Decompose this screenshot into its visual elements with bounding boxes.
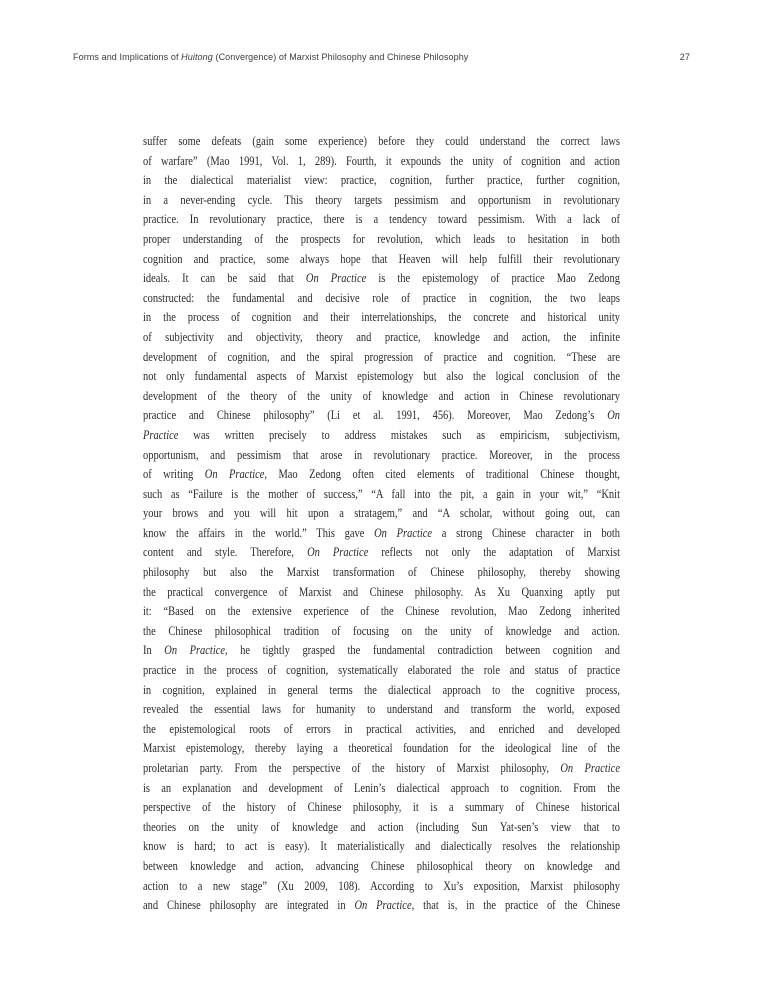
text-line: practice. In revolutionary practice, there is a tendency toward pessimism. With a lack of	[143, 212, 620, 227]
text-line: action to a new stage” (Xu 2009, 108). According to Xu’s exposition, Marxist philosophy	[143, 878, 620, 893]
text-line: such as “Failure is the mother of success,” “A fall into the pit, a gain in your wit,” “Knit	[143, 486, 620, 501]
text-line: know is hard; to act is easy). It materialistically and dialectically resolves the relationship	[143, 839, 620, 854]
running-title: Forms and Implications of Huitong (Convergence) of Marxist Philosophy and Chinese Philosophy	[73, 52, 469, 62]
text-line: the practical convergence of Marxist and Chinese philosophy. As Xu Quanxing aptly put	[143, 584, 620, 599]
text-line: proper understanding of the prospects for revolution, which leads to hesitation in both	[143, 231, 620, 246]
text-line: Marxist epistemology, thereby laying a theoretical foundation for the ideological line of the	[143, 741, 620, 756]
text-line: philosophy but also the Marxist transformation of Chinese philosophy, thereby showing	[143, 565, 620, 580]
text-line: of subjectivity and objectivity, theory and practice, knowledge and action, the infinite	[143, 329, 620, 344]
text-line: theories on the unity of knowledge and action (including Sun Yat-sen’s view that to	[143, 819, 620, 834]
text-line: development of cognition, and the spiral progression of practice and cognition. “These are	[143, 349, 620, 364]
text-line: opportunism, and pessimism that arose in revolutionary practice. Moreover, in the process	[143, 447, 620, 462]
text-line: development of the theory of the unity of knowledge and action in Chinese revolutionary	[143, 388, 620, 403]
text-line: of warfare” (Mao 1991, Vol. 1, 289). Fourth, it expounds the unity of cognition and action	[143, 153, 620, 168]
text-line: is an explanation and development of Lenin’s dialectical approach to cognition. From the	[143, 780, 620, 795]
text-line: In On Practice, he tightly grasped the fundamental contradiction between cognition and	[143, 643, 620, 658]
body-text	[143, 132, 620, 916]
text-line: proletarian party. From the perspective of the history of Marxist philosophy, On Practice	[143, 761, 620, 775]
text-line: revealed the essential laws for humanity to understand and transform the world, exposed	[143, 702, 620, 717]
text-line: constructed: the fundamental and decisive role of practice in cognition, the two leaps	[143, 290, 620, 305]
text-line: ideals. It can be said that On Practice is the epistemology of practice Mao Zedong	[143, 271, 620, 286]
page-header	[73, 52, 690, 62]
text-line: it: “Based on the extensive experience of the Chinese revolution, Mao Zedong inherited	[143, 604, 620, 619]
text-line: the epistemological roots of errors in practical activities, and enriched and developed	[143, 721, 620, 736]
text-line: and Chinese philosophy are integrated in On Practice, that is, in the practice of the Chinese	[143, 898, 620, 913]
text-line: in cognition, explained in general terms the dialectical approach to the cognitive process,	[143, 682, 620, 697]
text-line: in the process of cognition and their interrelationships, the concrete and historical unity	[143, 310, 620, 325]
text-line: your brows and you will hit upon a stratagem,” and “A scholar, without going out, can	[143, 506, 620, 521]
text-line: practice in the process of cognition, systematically elaborated the role and status of practice	[143, 663, 620, 678]
text-line: practice and Chinese philosophy” (Li et al. 1991, 456). Moreover, Mao Zedong’s On	[143, 408, 620, 423]
text-line: of writing On Practice, Mao Zedong often cited elements of traditional Chinese thought,	[143, 467, 620, 482]
text-line: content and style. Therefore, On Practice reflects not only the adaptation of Marxist	[143, 545, 620, 560]
text-line: not only fundamental aspects of Marxist epistemology but also the logical conclusion of the	[143, 369, 620, 384]
text-line: in a never-ending cycle. This theory targets pessimism and opportunism in revolutionary	[143, 192, 620, 207]
text-line: suffer some defeats (gain some experience) before they could understand the correct laws	[143, 134, 620, 148]
page-number: 27	[679, 52, 690, 62]
text-line: cognition and practice, some always hope that Heaven will help fulfill their revolutionary	[143, 251, 620, 266]
text-line: Practice was written precisely to address mistakes such as empiricism, subjectivism,	[143, 427, 620, 442]
text-line: the Chinese philosophical tradition of focusing on the unity of knowledge and action.	[143, 623, 620, 638]
text-line: between knowledge and action, advancing Chinese philosophical theory on knowledge and	[143, 858, 620, 873]
text-line: know the affairs in the world.” This gave On Practice a strong Chinese character in both	[143, 525, 620, 540]
text-line: in the dialectical materialist view: practice, cognition, further practice, further cognition,	[143, 173, 620, 188]
text-line: perspective of the history of Chinese philosophy, it is a summary of Chinese historical	[143, 800, 620, 815]
